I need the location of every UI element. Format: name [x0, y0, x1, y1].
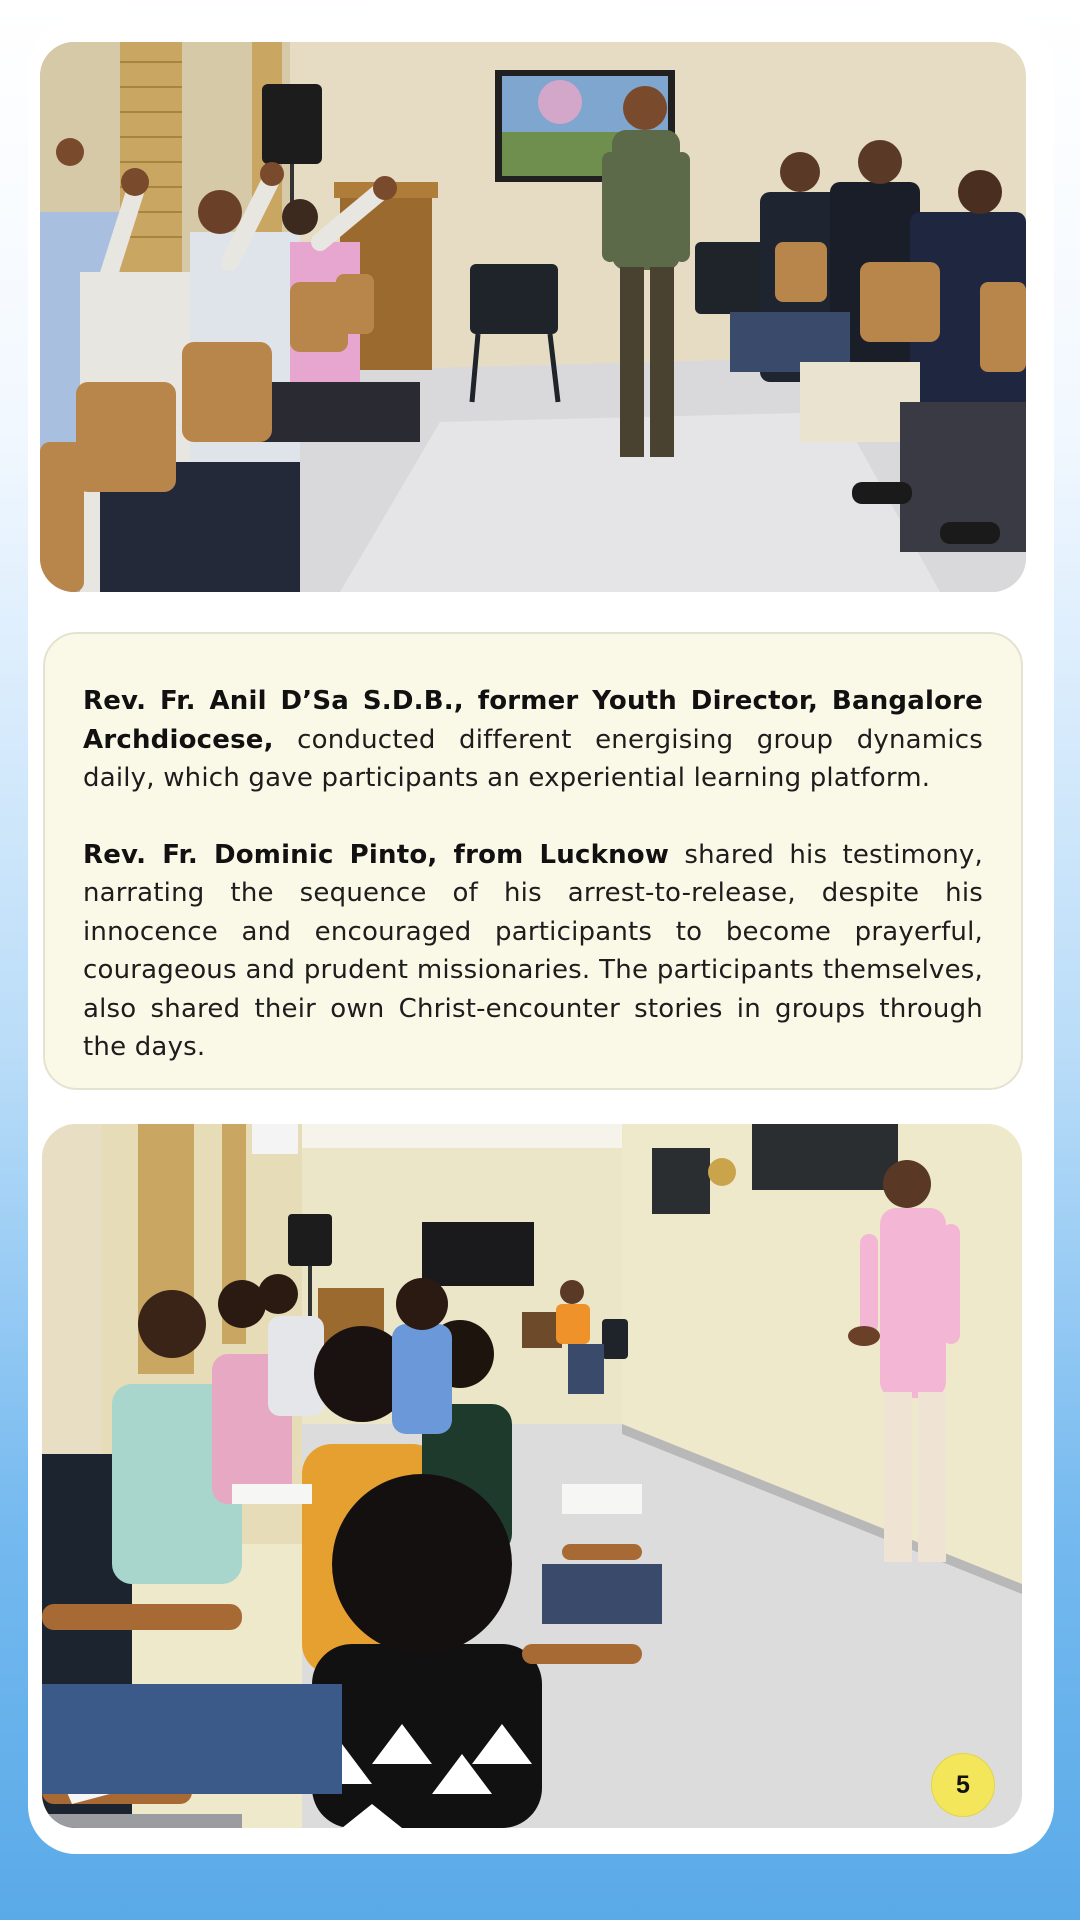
paragraph-2-text: shared his testimony, narrating the sequence of his arrest-to-release, despite his innocence and encouraged participants to become prayerful, courageous and prudent missionaries. The participants themselves, also shared their own Christ-encounter stories in groups through the days. [83, 839, 983, 1062]
paragraph-2-bold: Rev. Fr. Dominic Pinto, from Lucknow [83, 839, 670, 870]
page-number-badge: 5 [932, 1754, 994, 1816]
paragraph-anil-dsa [83, 682, 983, 798]
session-photo [42, 1124, 1022, 1828]
paragraph-dominic-pinto [83, 836, 983, 1067]
description-text-box [43, 632, 1023, 1090]
group-dynamics-photo [40, 42, 1026, 592]
paragraph-1-bold: Rev. Fr. Anil D’Sa S.D.B., former Youth Director, Bangalore Archdiocese, [83, 686, 983, 755]
paragraph-1-text: conducted different energising group dynamics daily, which gave participants an experiential learning platform. [83, 724, 983, 793]
